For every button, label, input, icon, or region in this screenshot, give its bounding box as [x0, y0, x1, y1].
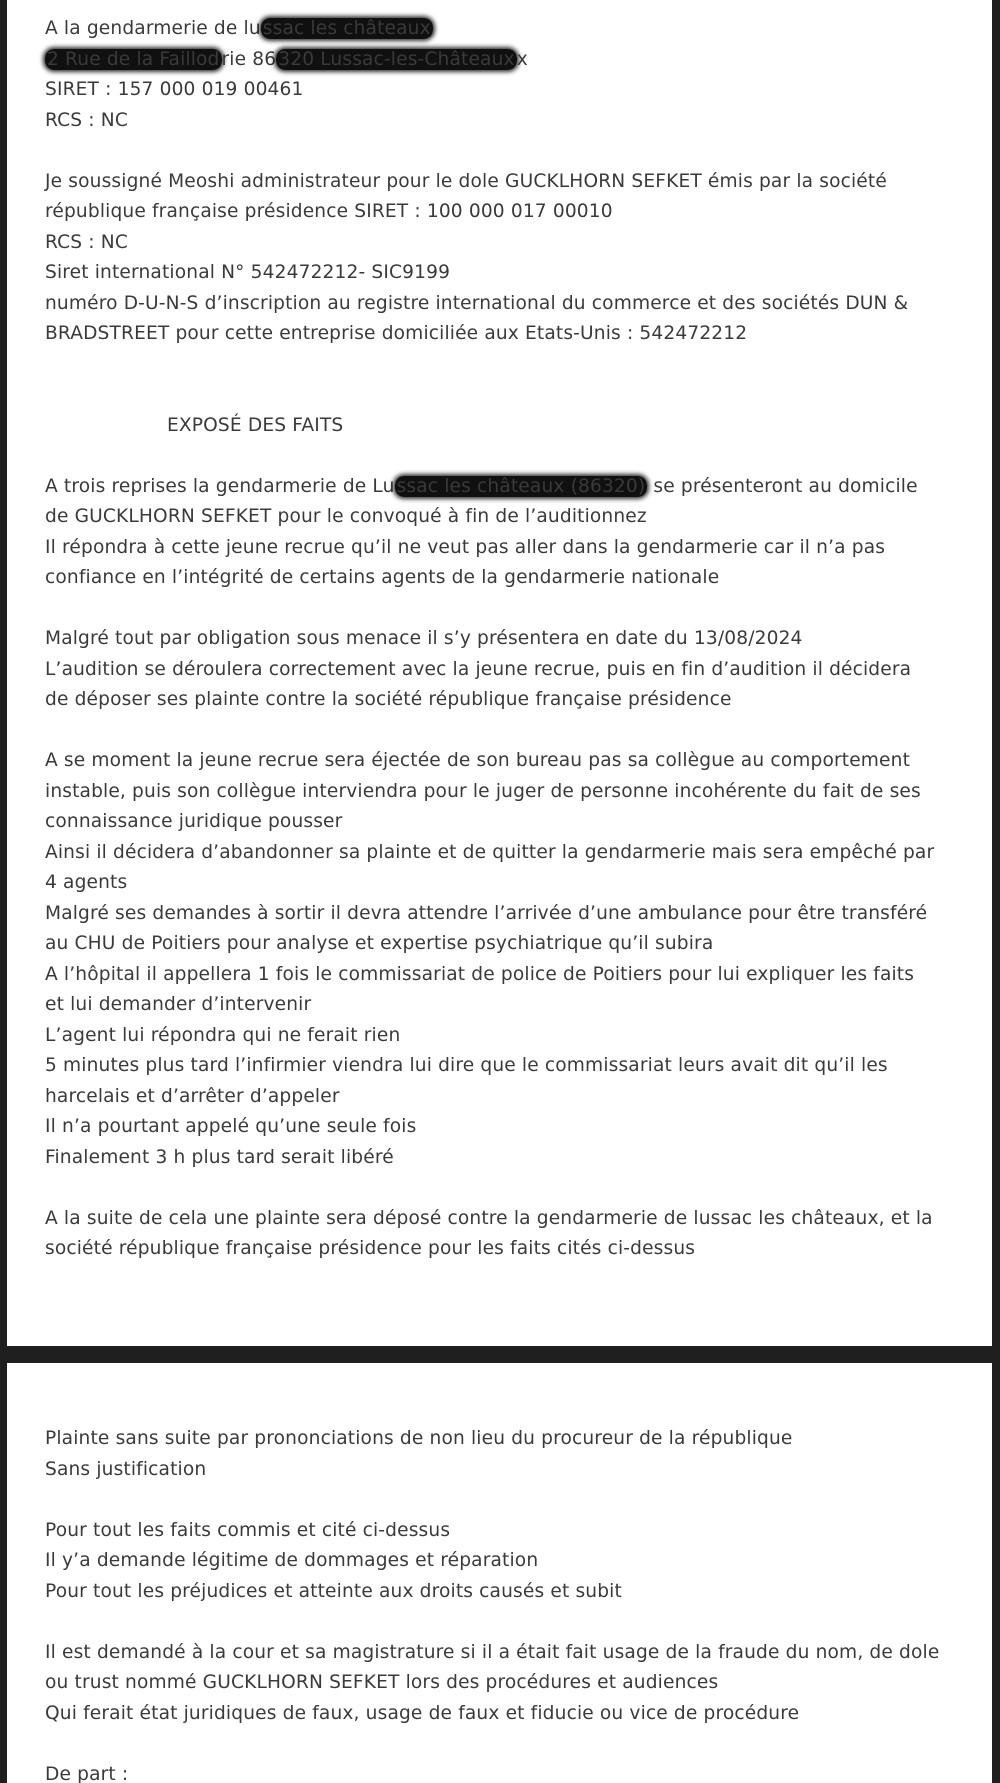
text-line: A la suite de cela une plainte sera déposé contre la gendarmerie de lussac les châteaux, et la: [45, 1204, 972, 1235]
text-line: harcelais et d’arrêter d’appeler: [45, 1082, 972, 1113]
text-line: 5 minutes plus tard l’infirmier viendra lui dire que le commissariat leurs avait dit qu’il les: [45, 1051, 972, 1082]
text-line: au CHU de Poitiers pour analyse et expertise psychiatrique qu’il subira: [45, 929, 972, 960]
request-paragraph: [45, 1638, 972, 1730]
text-line: Plainte sans suite par prononciations de non lieu du procureur de la république: [45, 1424, 972, 1455]
addressee-siret: SIRET : 157 000 019 00461: [45, 75, 972, 106]
text-line: Ainsi il décidera d’abandonner sa plainte et de quitter la gendarmerie mais sera empêché par: [45, 838, 972, 869]
text-line: Il répondra à cette jeune recrue qu’il ne veut pas aller dans la gendarmerie car il n’a pas: [45, 533, 972, 564]
closing-paragraph: [45, 1760, 972, 1783]
text-line: de GUCKLHORN SEFKET pour le convoqué à fin de l’auditionnez: [45, 502, 972, 533]
text-line: De part :: [45, 1760, 972, 1783]
text-line: Il y’a demande légitime de dommages et réparation: [45, 1546, 972, 1577]
text-line: L’audition se déroulera correctement avec la jeune recrue, puis en fin d’audition il décidera: [45, 655, 972, 686]
text-line: ou trust nommé GUCKLHORN SEFKET lors des procédures et audiences: [45, 1668, 972, 1699]
text-line: Pour tout les préjudices et atteinte aux droits causés et subit: [45, 1577, 972, 1608]
addressee-line-2: 2 Rue de la Faillod rie 86 320 Lussac-les-Châteaux x: [45, 45, 972, 76]
claims-paragraph: [45, 1516, 972, 1608]
section-heading: EXPOSÉ DES FAITS: [167, 411, 972, 442]
text-line: Il n’a pourtant appelé qu’une seule fois: [45, 1112, 972, 1143]
text-line: société république française présidence pour les faits cités ci-dessus: [45, 1234, 972, 1265]
text-line: Je soussigné Meoshi administrateur pour le dole GUCKLHORN SEFKET émis par la société: [45, 167, 972, 198]
facts-paragraph-3: [45, 746, 972, 1173]
text-line: Siret international N° 542472212- SIC9199: [45, 258, 972, 289]
text-line: de déposer ses plainte contre la société république française présidence: [45, 685, 972, 716]
text-line: BRADSTREET pour cette entreprise domiciliée aux Etats-Unis : 542472212: [45, 319, 972, 350]
text-line: numéro D-U-N-S d’inscription au registre international du commerce et des sociétés DUN &: [45, 289, 972, 320]
text-line: république française présidence SIRET : 100 000 017 00010: [45, 197, 972, 228]
addressee-line-1: A la gendarmerie de lu ssac les châteaux: [45, 14, 972, 45]
text-line: Qui ferait état juridiques de faux, usage de faux et fiducie ou vice de procédure: [45, 1699, 972, 1730]
text-line: Sans justification: [45, 1455, 972, 1486]
text-line: L’agent lui répondra qui ne ferait rien: [45, 1021, 972, 1052]
text-line: A l’hôpital il appellera 1 fois le commissariat de police de Poitiers pour lui expliquer les faits: [45, 960, 972, 991]
outcome-paragraph: [45, 1424, 972, 1485]
text-line: Malgré ses demandes à sortir il devra attendre l’arrivée d’une ambulance pour être transféré: [45, 899, 972, 930]
document-page-1: [7, 0, 992, 1346]
redaction-mark: 320 Lussac-les-Châteaux: [276, 49, 516, 70]
redaction-mark: ssac les châteaux: [261, 18, 433, 39]
redaction-mark: ssac les châteaux (86320): [395, 476, 648, 497]
text-line: 4 agents: [45, 868, 972, 899]
text-line: Finalement 3 h plus tard serait libéré: [45, 1143, 972, 1174]
text-line: Malgré tout par obligation sous menace il s’y présentera en date du 13/08/2024: [45, 624, 972, 655]
text-line: instable, puis son collègue interviendra pour le juger de personne incohérente du fait de ses: [45, 777, 972, 808]
text-line: connaissance juridique pousser: [45, 807, 972, 838]
addressee-rcs: RCS : NC: [45, 106, 972, 137]
text-line: confiance en l’intégrité de certains agents de la gendarmerie nationale: [45, 563, 972, 594]
facts-paragraph-2: [45, 624, 972, 716]
text-line: Il est demandé à la cour et sa magistrature si il a était fait usage de la fraude du nom, de dole: [45, 1638, 972, 1669]
document-page-2: [7, 1363, 992, 1783]
text-line: RCS : NC: [45, 228, 972, 259]
text-line: A se moment la jeune recrue sera éjectée de son bureau pas sa collègue au comportement: [45, 746, 972, 777]
facts-first-line: A trois reprises la gendarmerie de Lu ssac les châteaux (86320) se présenteront au domicile: [45, 472, 972, 503]
text-line: Pour tout les faits commis et cité ci-dessus: [45, 1516, 972, 1547]
text-line: et lui demander d’intervenir: [45, 990, 972, 1021]
redaction-mark: 2 Rue de la Faillod: [45, 49, 222, 70]
declaration-block: [45, 167, 972, 350]
facts-paragraph-4: [45, 1204, 972, 1265]
facts-paragraph-1: [45, 502, 972, 594]
